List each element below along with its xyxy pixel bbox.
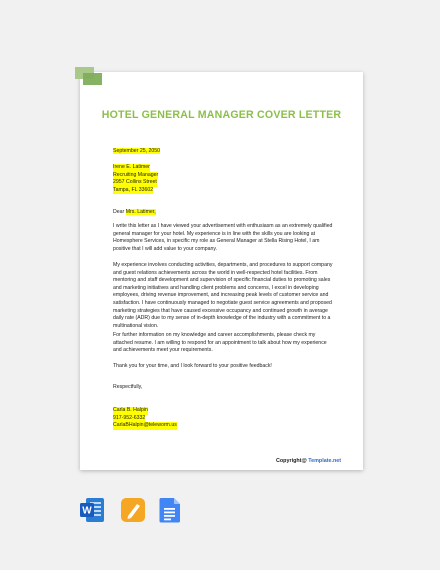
pages-icon[interactable] — [119, 496, 147, 524]
paragraph-4: Thank you for your time, and I look forward to your positive feedback! — [113, 363, 272, 369]
paragraph-2: My experience involves conducting activities, departments, and procedures to support company and guest relations achievements across the world in well-respected hotel facilities. From mentoring and staff development and supervision of specific financial duties to promoting sales and marketing initiatives and handling client problems and concerns, I excel in developing employees, driving revenue improvement, and increasing peak levels of customer service and satisfaction. I have continuously managed to negotiate guest service agreements and proposed marketing strategies that have caused excessive occupancy and continued growth in average daily rate (ADR) due to my sense of in-depth knowledge of the industry with a commitment to a multinational vision. — [113, 262, 333, 329]
recipient-title: Recruiting Manager — [113, 171, 159, 178]
recipient-street: 2957 Collins Street — [113, 179, 157, 186]
copyright-brand[interactable]: Template.net — [308, 458, 342, 464]
copyright: Copyright@ Template.net — [276, 458, 342, 464]
recipient-name: Irene E. Latimer — [113, 164, 150, 170]
corner-logo-icon — [75, 67, 105, 87]
closing: Respectfully, — [113, 384, 143, 390]
salutation-name: Mrs. Latimer, — [125, 209, 156, 215]
word-letter: W — [82, 505, 92, 517]
google-docs-icon[interactable] — [158, 496, 182, 524]
recipient-block — [113, 164, 158, 194]
letter-title: HOTEL GENERAL MANAGER COVER LETTER — [101, 109, 342, 121]
word-icon[interactable] — [78, 496, 106, 524]
letter-page — [80, 72, 363, 470]
app-icons — [0, 496, 440, 526]
paragraph-3: For further information on my knowledge and career accomplishments, please check my attached resume. I am willing to respond for an appointment to talk about how my experience and achievements meet your requirements. — [113, 332, 327, 354]
signature-phone: 917-952-6332 — [113, 414, 146, 421]
signature-name: Carla B. Halpin — [113, 407, 148, 413]
letter-date: September 25, 2050 — [113, 148, 161, 154]
paragraph-1: I write this letter as I have viewed your advertisement with enthusiasm as an extremely qualified general manager for your hotel. My experience is in line with the skills you are looking at Homesphere Services, in specific my role as General Manager at Stella Rising Hotel, I am positive that I will add value to your company. — [113, 223, 333, 252]
recipient-city: Tampa, FL 33602 — [113, 186, 154, 193]
signature-email: CarlaBHalpin@teleworm.us — [113, 422, 177, 429]
salutation: Dear Mrs. Latimer, — [113, 209, 156, 215]
signature-block — [113, 407, 177, 430]
